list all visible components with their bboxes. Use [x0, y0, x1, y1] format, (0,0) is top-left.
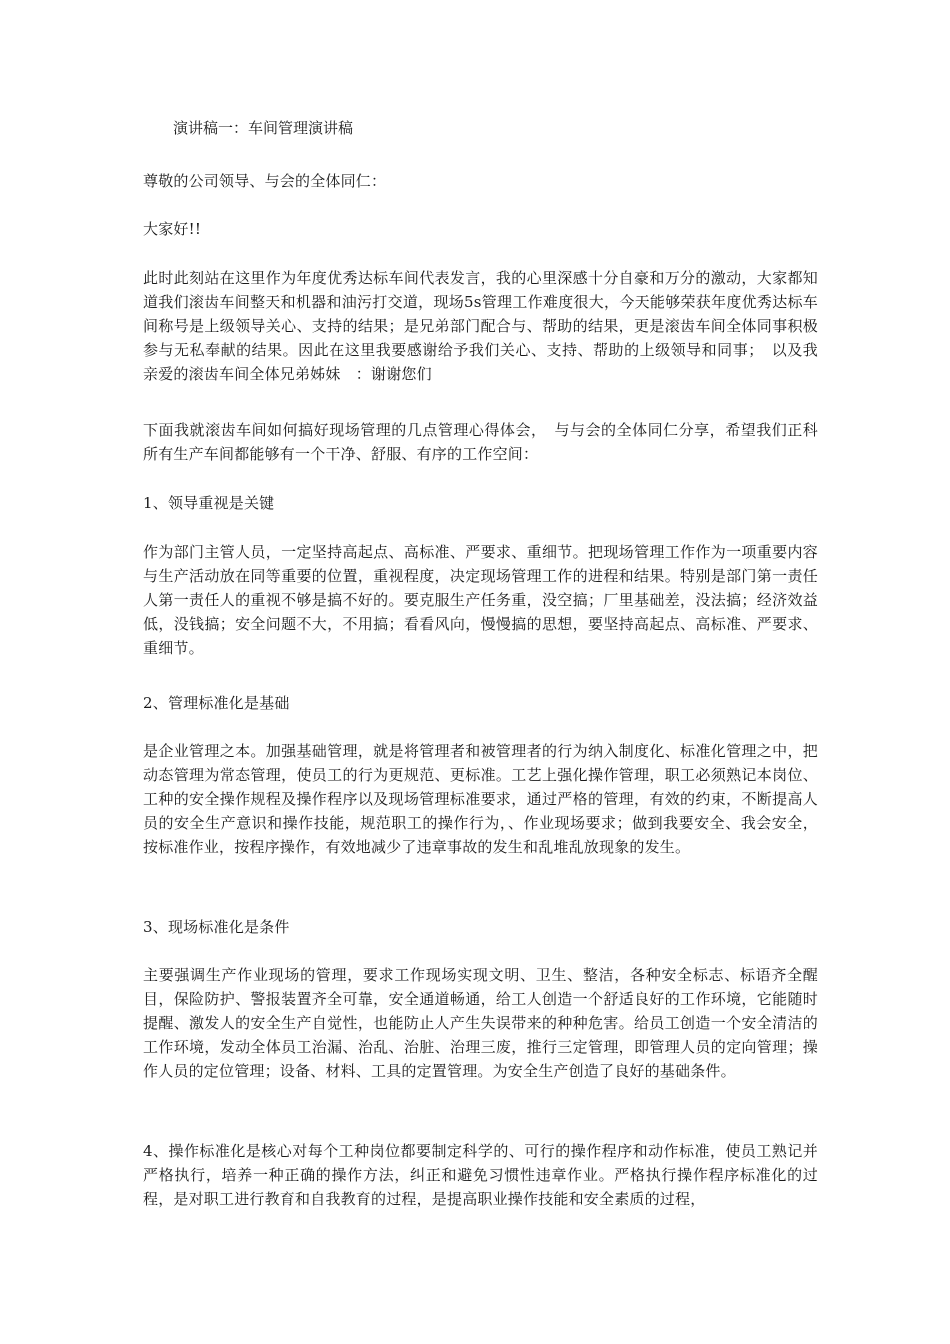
paragraph-opening: 此时此刻站在这里作为年度优秀达标车间代表发言，我的心里深感十分自豪和万分的激动，大家都知道我们滚齿车间整天和机器和油污打交道，现场5s管理工作难度很大，今天能够荣获年度优秀达标车间称号是上级领导关心、支持的结果；是兄弟部门配合与、帮助的结果，更是滚齿车间全体同事积极参与无私奉献的结果。因此在这里我要感谢给予我们关心、支持、帮助的上级领导和同事； 以及我亲爱的滚齿车间全体兄弟姊妹 ：谢谢您们	[143, 269, 818, 383]
section-heading-3: 3、现场标准化是条件	[143, 918, 290, 936]
paragraph-intro: 下面我就滚齿车间如何搞好现场管理的几点管理心得体会， 与与会的全体同仁分享，希望我们正科所有生产车间都能够有一个干净、舒服、有序的工作空间：	[143, 421, 818, 463]
paragraph-section-3: 主要强调生产作业现场的管理，要求工作现场实现文明、卫生、整洁，各种安全标志、标语齐全醒目，保险防护、警报装置齐全可靠，安全通道畅通，给工人创造一个舒适良好的工作环境，它能随时提醒、激发人的安全生产自觉性，也能防止人产生失误带来的种种危害。给员工创造一个安全清洁的工作环境，发动全体员工治漏、治乱、治脏、治理三废，推行三定管理，即管理人员的定向管理；操作人员的定位管理；设备、材料、工具的定置管理。为安全生产创造了良好的基础条件。	[143, 966, 818, 1080]
section-heading-2: 2、管理标准化是基础	[143, 694, 290, 712]
paragraph-section-1: 作为部门主管人员，一定坚持高起点、高标准、严要求、重细节。把现场管理工作作为一项重要内容与生产活动放在同等重要的位置，重视程度，决定现场管理工作的进程和结果。特别是部门第一责任人第一责任人的重视不够是搞不好的。要克服生产任务重，没空搞；厂里基础差，没法搞；经济效益低，没钱搞；安全问题不大，不用搞；看看风向，慢慢搞的思想，要坚持高起点、高标准、严要求、重细节。	[143, 543, 818, 657]
document-title: 演讲稿一：车间管理演讲稿	[173, 119, 354, 137]
greeting: 大家好!!	[143, 220, 202, 238]
salutation: 尊敬的公司领导、与会的全体同仁：	[143, 172, 387, 190]
section-heading-1: 1、领导重视是关键	[143, 494, 275, 512]
paragraph-section-4: 4、操作标准化是核心对每个工种岗位都要制定科学的、可行的操作程序和动作标准，使员工熟记并严格执行，培养一种正确的操作方法，纠正和避免习惯性违章作业。严格执行操作程序标准化的过程，是对职工进行教育和自我教育的过程，是提高职业操作技能和安全素质的过程，	[143, 1142, 818, 1208]
paragraph-section-2: 是企业管理之本。加强基础管理，就是将管理者和被管理者的行为纳入制度化、标准化管理之中，把动态管理为常态管理，使员工的行为更规范、更标准。工艺上强化操作管理，职工必须熟记本岗位、工种的安全操作规程及操作程序以及现场管理标准要求，通过严格的管理，有效的约束，不断提高人员的安全生产意识和操作技能，规范职工的操作行为，、作业现场要求；做到我要安全、我会安全，按标准作业，按程序操作，有效地减少了违章事故的发生和乱堆乱放现象的发生。	[143, 742, 818, 856]
